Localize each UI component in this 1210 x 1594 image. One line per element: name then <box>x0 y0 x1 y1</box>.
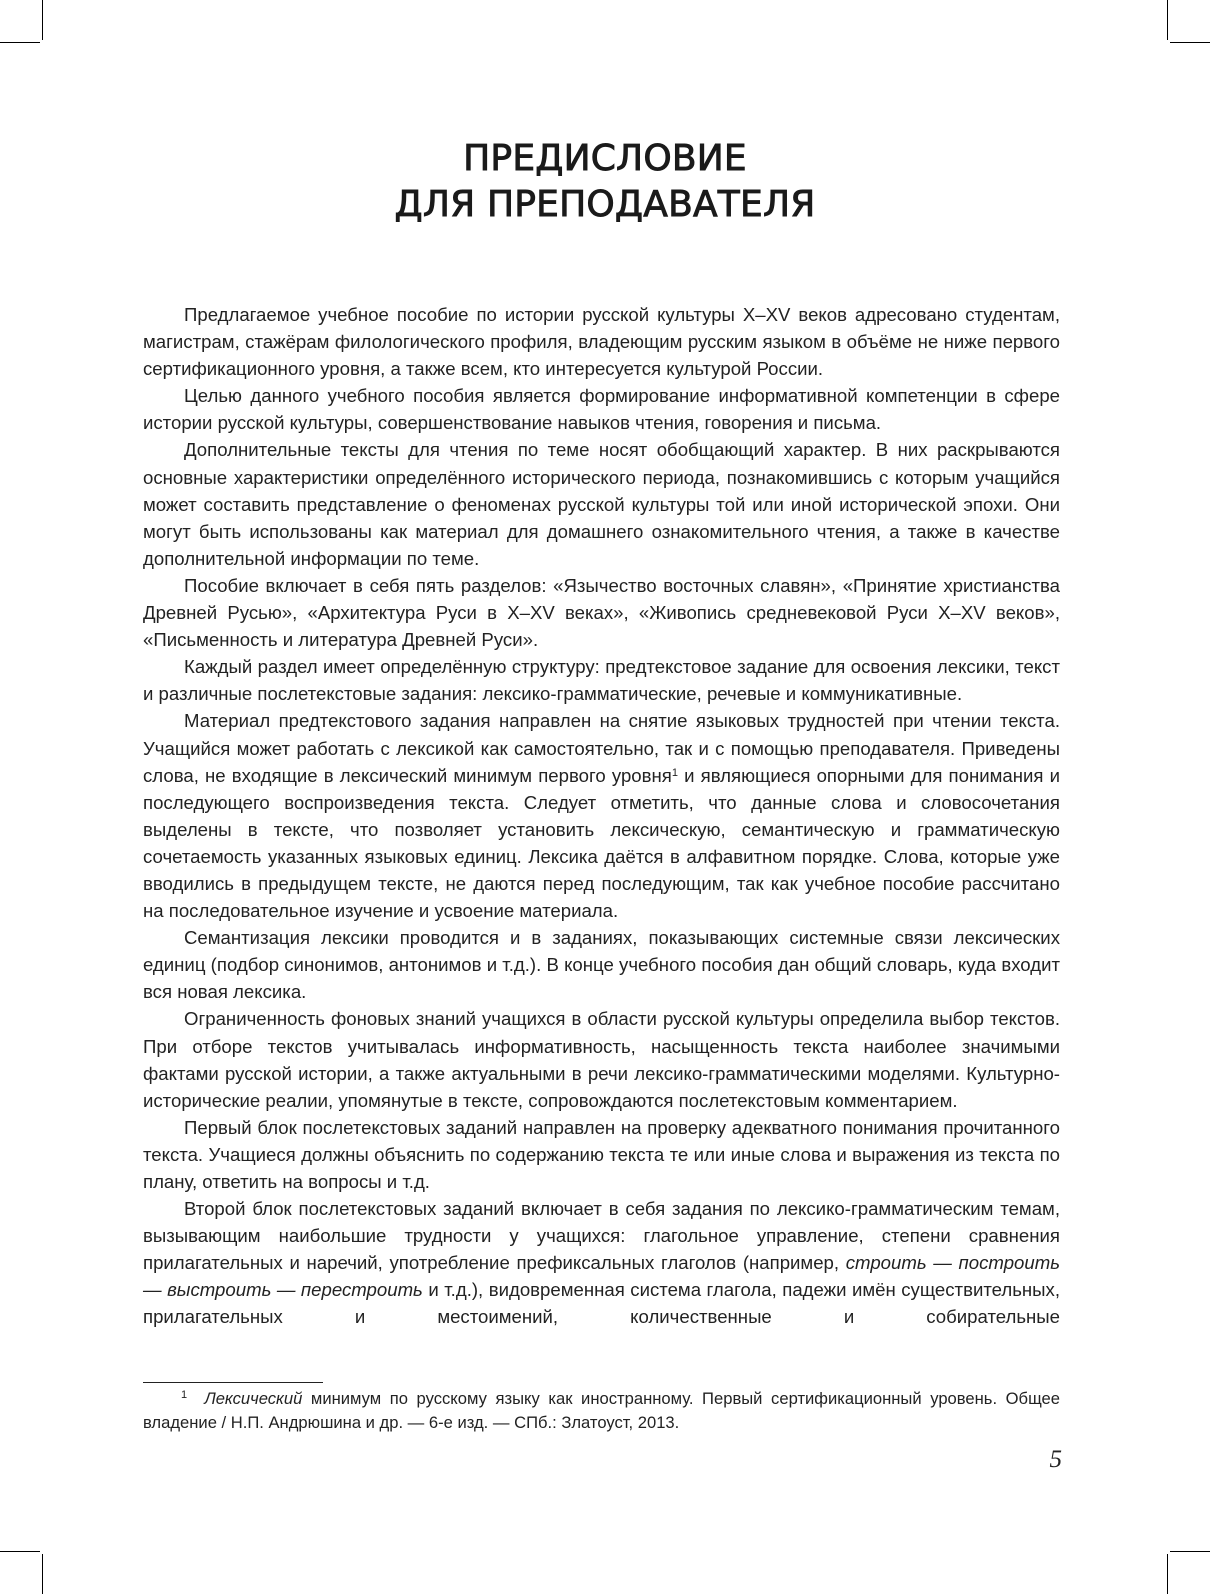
footnote-rule <box>143 1382 323 1383</box>
paragraph-6-part-b: и являющиеся опорными для понимания и последующего воспроизведения текста. Следует отметить, что данные слова и словосочетания выделены в тексте, что позволяет установить лексическую, семантическую и грамматическую сочетаемость указанных языковых единиц. Лексика даётся в алфавитном порядке. Слова, которые уже вводились в предыдущем тексте, не даются перед последующим, так как учебное пособие рассчитано на последовательное изучение и усвоение материала. <box>143 764 1060 922</box>
crop-mark-bottom-right-h <box>1170 1551 1210 1552</box>
crop-mark-bottom-left-h <box>0 1551 40 1552</box>
paragraph-6-part-a: Материал предтекстового задания направлен на снятие языковых трудностей при чтении текста. Учащийся может работать с лексикой как самостоятельно, так и с помощью преподавателя. Приведены слова, не входящие в лексический минимум первого уровня <box>143 710 1060 786</box>
footnote-mark: 1 <box>181 1389 188 1401</box>
paragraph-8: Ограниченность фоновых знаний учащихся в области русской культуры определила выбор текстов. При отборе текстов учитывалась информативность, насыщенность текста наиболее значимыми фактами русской истории, а также актуальными в речи лексико-грамматическими моделями. Культурно-исторические реалии, упомянутые в тексте, сопровождаются послетекстовым комментарием. <box>143 1008 1060 1111</box>
body-text <box>143 301 1060 1331</box>
crop-mark-top-left-h <box>0 42 40 43</box>
footnote <box>143 1387 1060 1435</box>
footnote-text <box>143 1387 1060 1435</box>
page-title-line-2: ДЛЯ ПРЕПОДАВАТЕЛЯ <box>394 184 816 225</box>
crop-mark-bottom-left-v <box>42 1554 43 1594</box>
crop-mark-bottom-right-v <box>1167 1554 1168 1594</box>
paragraph-4: Пособие включает в себя пять разделов: «Язычество восточных славян», «Принятие христианства Древней Русью», «Архитектура Руси в X–XV веках», «Живопись средневековой Руси X–XV веков», «Письменность и литература Древней Руси». <box>143 574 1060 651</box>
crop-mark-top-right-h <box>1170 42 1210 43</box>
paragraph-5: Каждый раздел имеет определённую структуру: предтекстовое задание для освоения лексики, текст и различные послетекстовые задания: лексико-грамматические, речевые и коммуникативные. <box>143 656 1060 705</box>
paragraph-3: Дополнительные тексты для чтения по теме носят обобщающий характер. В них раскрываются основные характеристики определённого исторического периода, познакомившись с которым учащийся может составить представление о феноменах русской культуры той или иной исторической эпохи. Они могут быть использованы как материал для домашнего ознакомительного чтения, а также в качестве дополнительной информации по теме. <box>143 439 1060 569</box>
paragraph-10-example: строить — построить — выстроить — перестроить <box>143 1252 1060 1301</box>
paragraph-2: Целью данного учебного пособия является формирование информативной компетенции в сфере истории русской культуры, совершенствование навыков чтения, говорения и письма. <box>143 385 1060 434</box>
footnote-reference: 1 <box>671 766 678 779</box>
footnote-italic-word: Лексический <box>204 1389 303 1408</box>
paragraph-1: Предлагаемое учебное пособие по истории русской культуры X–XV веков адресовано студентам, магистрам, стажёрам филологического профиля, владеющим русским языком в объёме не ниже первого сертификационного уровня, а также всем, кто интересуется культурой России. <box>143 304 1060 380</box>
page-title-line-1: ПРЕДИСЛОВИЕ <box>463 138 747 179</box>
paragraph-9: Первый блок послетекстовых заданий направлен на проверку адекватного понимания прочитанного текста. Учащиеся должны объяснить по содержанию текста те или иные слова и выражения из текста по плану, ответить на вопросы и т.д. <box>143 1116 1060 1192</box>
crop-mark-top-right-v <box>1167 0 1168 40</box>
crop-mark-top-left-v <box>42 0 43 40</box>
paragraph-10 <box>143 1195 1060 1330</box>
paragraph-10-part-a: Второй блок послетекстовых заданий включает в себя задания по лексико-грамматическим темам, вызывающим наибольшие трудности у учащихся: глагольное управление, степени сравнения прилагательных и наречий, употребление префиксальных глаголов (например, <box>143 1198 1060 1274</box>
page-number: 5 <box>1049 1446 1062 1473</box>
footnote-body: минимум по русскому языку как иностранному. Первый сертификационный уровень. Общее владение / Н.П. Андрюшина и др. — 6-е изд. — СПб.: Златоуст, 2013. <box>143 1389 1060 1432</box>
paragraph-6 <box>143 707 1060 924</box>
paragraph-10-part-b: и т.д.), видовременная система глагола, падежи имён существительных, прилагательных и местоимений, количественные и собирательные <box>143 1279 1060 1328</box>
paragraph-7: Семантизация лексики проводится и в заданиях, показывающих системные связи лексических единиц (подбор синонимов, антонимов и т.д.). В конце учебного пособия дан общий словарь, куда входит вся новая лексика. <box>143 927 1060 1003</box>
